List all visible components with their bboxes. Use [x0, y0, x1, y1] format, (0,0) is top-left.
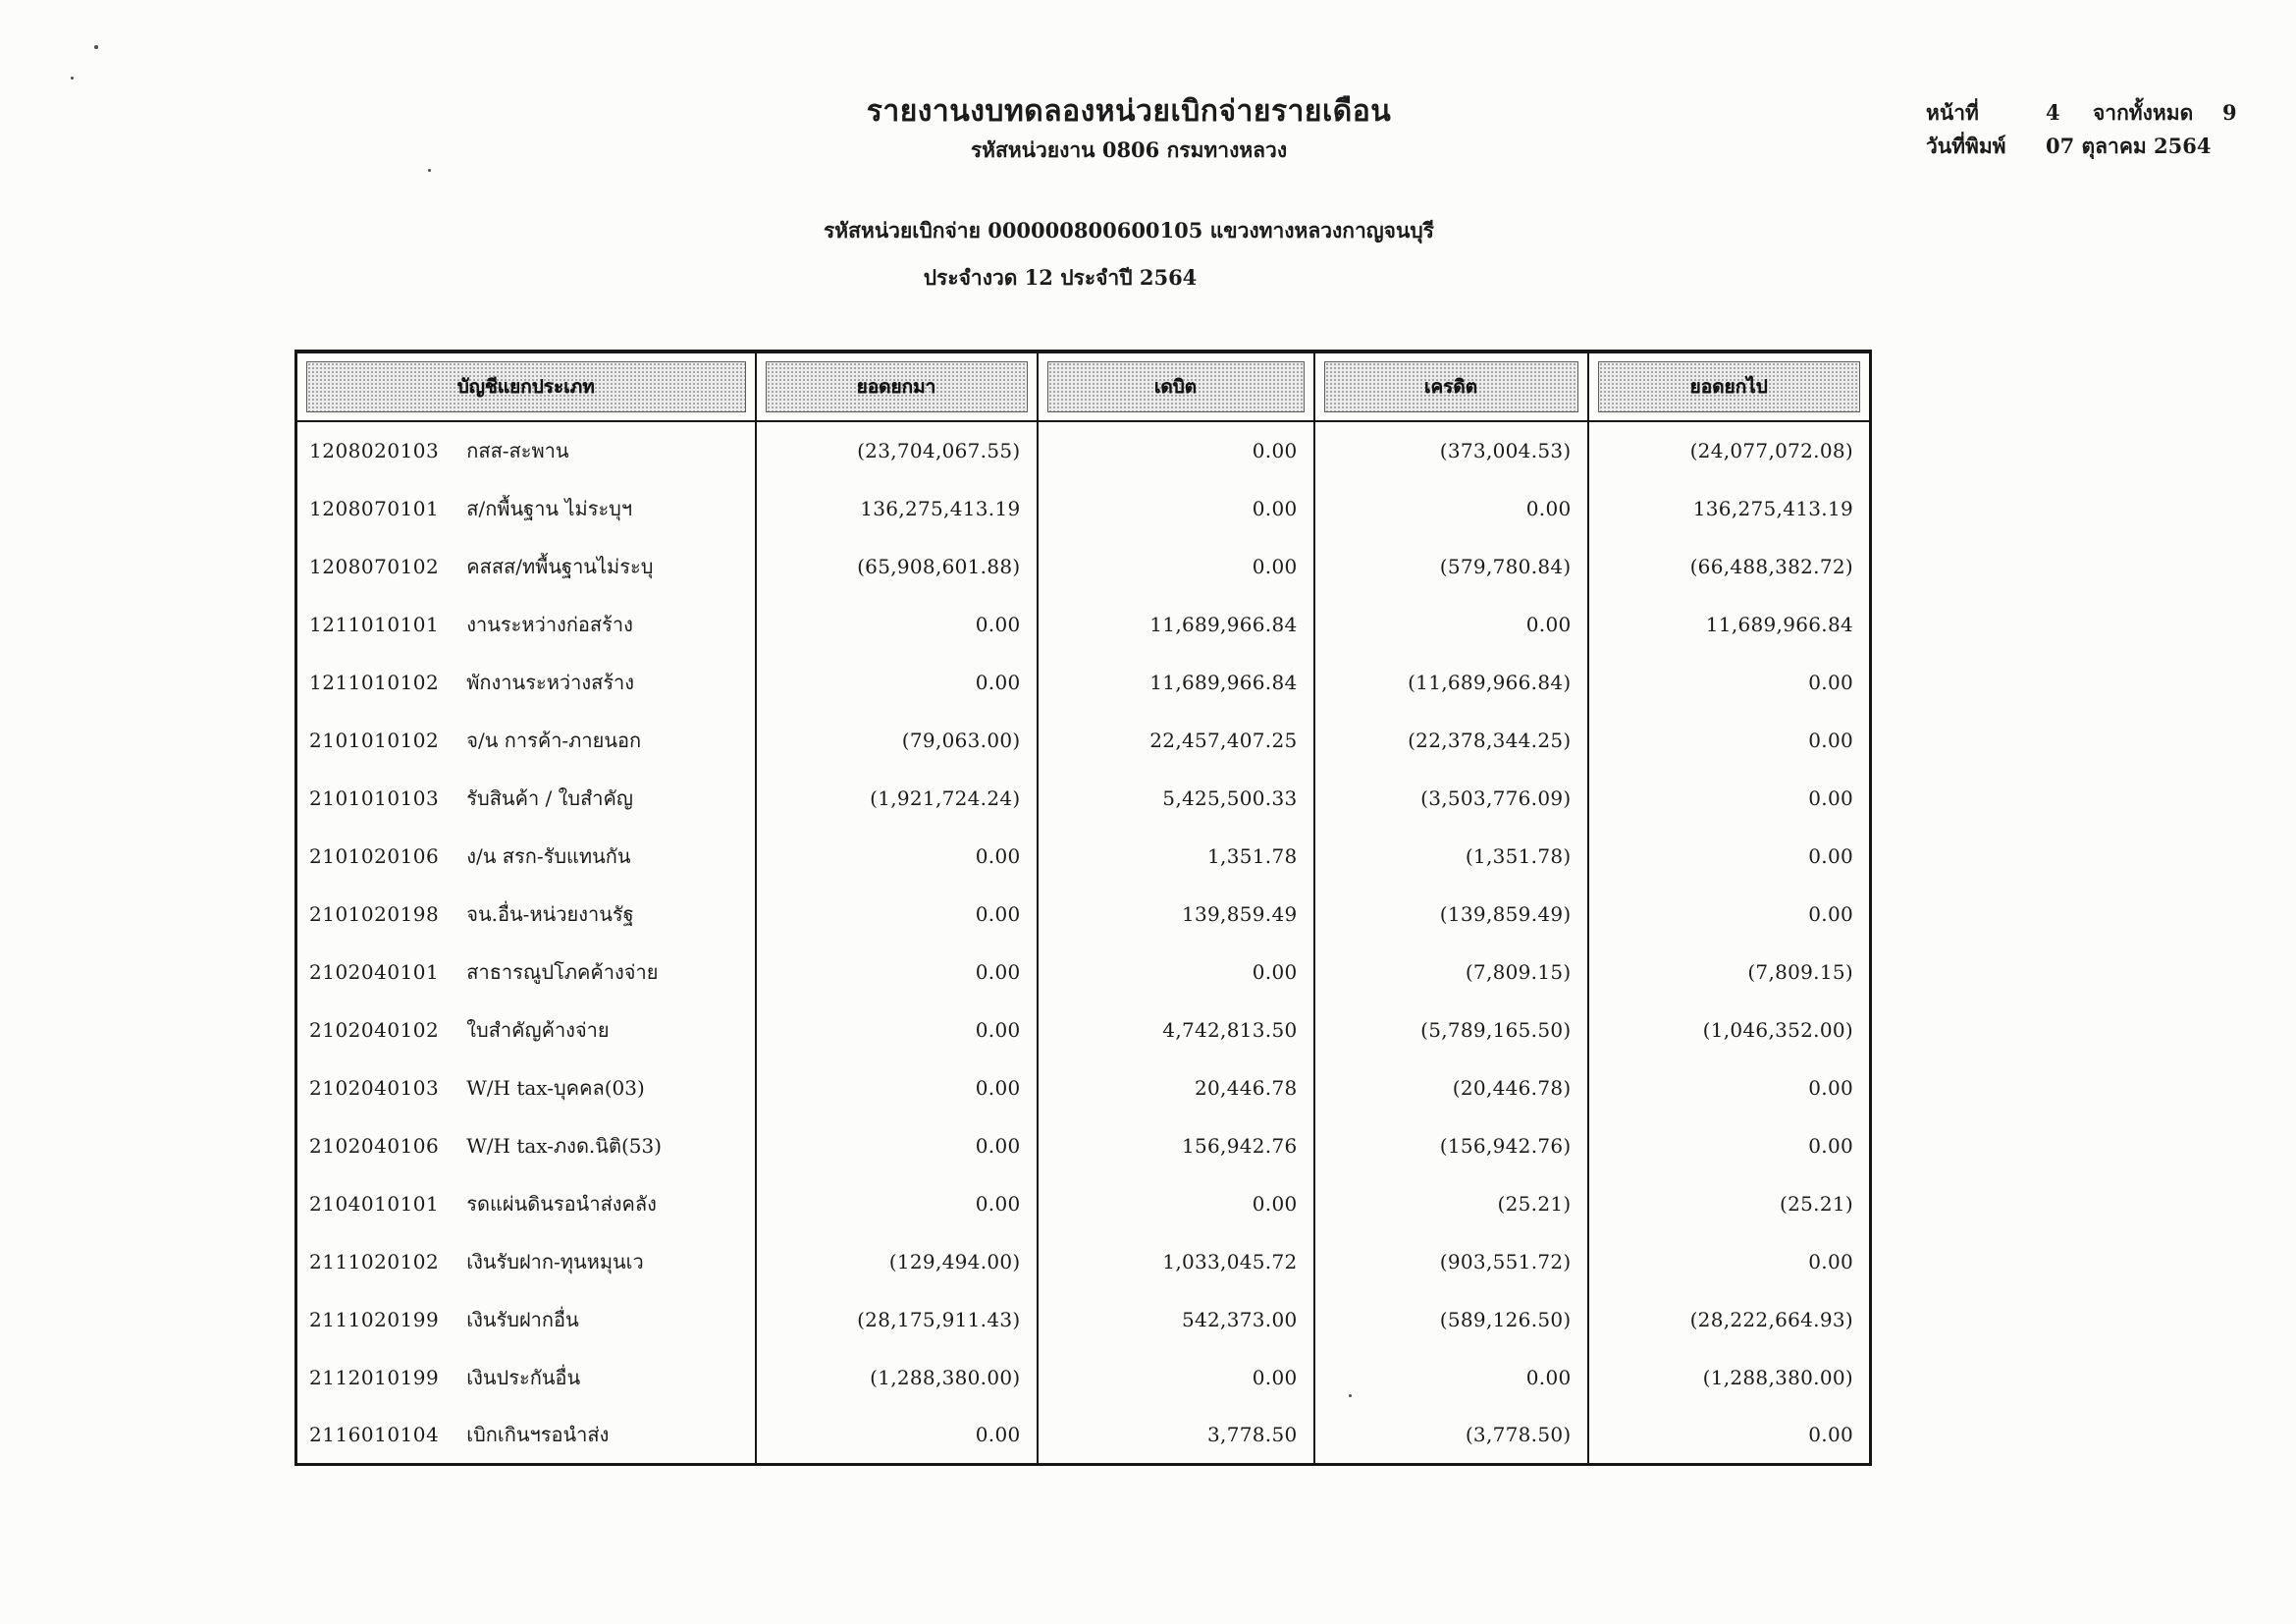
account-name: เงินประกันอื่น	[466, 1365, 581, 1389]
scan-speck	[428, 169, 431, 172]
print-date-label: วันที่พิมพ์	[1926, 134, 2006, 158]
account-code: 2104010101	[309, 1191, 440, 1216]
debit-cell: 0.00	[1038, 1174, 1314, 1232]
table-header	[296, 352, 1871, 421]
credit-cell: (1,351.78)	[1314, 827, 1588, 885]
account-cell	[296, 1174, 756, 1232]
table-row	[296, 711, 1871, 769]
col-header-balance-forward-label: ยอดยกมา	[766, 361, 1028, 412]
account-cell	[296, 1290, 756, 1348]
account-name: กสส-สะพาน	[466, 439, 569, 462]
credit-cell: (3,503,776.09)	[1314, 769, 1588, 827]
credit-cell: (20,446.78)	[1314, 1058, 1588, 1116]
scan-speck	[71, 77, 74, 80]
debit-cell: 139,859.49	[1038, 885, 1314, 943]
account-code: 1211010102	[309, 670, 440, 694]
print-date-row	[1926, 130, 2279, 163]
account-code: 2102040102	[309, 1017, 440, 1042]
account-name: คสสส/ทพื้นฐานไม่ระบุ	[466, 554, 654, 578]
table-row	[296, 769, 1871, 827]
balance-carried-cell: 0.00	[1588, 1406, 1871, 1464]
table-row	[296, 537, 1871, 595]
header-row	[296, 352, 1871, 421]
table-row	[296, 479, 1871, 537]
balance-forward-cell: (65,908,601.88)	[756, 537, 1038, 595]
balance-forward-cell: 0.00	[756, 943, 1038, 1001]
table-row	[296, 1058, 1871, 1116]
credit-cell: (5,789,165.50)	[1314, 1001, 1588, 1058]
account-code: 2116010104	[309, 1422, 440, 1446]
account-cell	[296, 1001, 756, 1058]
col-header-balance-carried-label: ยอดยกไป	[1598, 361, 1861, 412]
balance-carried-cell: (66,488,382.72)	[1588, 537, 1871, 595]
debit-cell: 4,742,813.50	[1038, 1001, 1314, 1058]
account-code: 2112010199	[309, 1365, 440, 1389]
account-cell	[296, 1406, 756, 1464]
account-cell	[296, 827, 756, 885]
balance-forward-cell: 0.00	[756, 653, 1038, 711]
debit-cell: 20,446.78	[1038, 1058, 1314, 1116]
table-row	[296, 885, 1871, 943]
balance-forward-cell: (28,175,911.43)	[756, 1290, 1038, 1348]
account-code: 1208070102	[309, 554, 440, 578]
balance-carried-cell: 0.00	[1588, 1058, 1871, 1116]
account-name: ใบสำคัญค้างจ่าย	[466, 1017, 610, 1042]
table-row	[296, 653, 1871, 711]
page-number-row	[1926, 96, 2279, 130]
balance-forward-cell: 0.00	[756, 1406, 1038, 1464]
account-name: รับสินค้า / ใบสำคัญ	[466, 785, 633, 810]
scan-speck	[94, 45, 98, 49]
account-name: เงินรับฝาก-ทุนหมุนเว	[466, 1249, 644, 1273]
account-name: ส/กพื้นฐาน ไม่ระบุฯ	[466, 496, 633, 520]
balance-carried-cell: 0.00	[1588, 711, 1871, 769]
debit-cell: 11,689,966.84	[1038, 653, 1314, 711]
trial-balance-table	[294, 350, 1872, 1466]
balance-forward-cell: 0.00	[756, 885, 1038, 943]
credit-cell: (3,778.50)	[1314, 1406, 1588, 1464]
account-name: W/H tax-ภงด.นิติ(53)	[466, 1133, 662, 1158]
account-cell	[296, 769, 756, 827]
table-row	[296, 1290, 1871, 1348]
account-code: 2101020106	[309, 843, 440, 868]
table-row	[296, 827, 1871, 885]
account-cell	[296, 711, 756, 769]
debit-cell: 542,373.00	[1038, 1290, 1314, 1348]
account-code: 1208020103	[309, 439, 440, 462]
col-header-debit-label: เดบิต	[1047, 361, 1305, 412]
debit-cell: 0.00	[1038, 479, 1314, 537]
col-header-credit-label: เครดิต	[1324, 361, 1578, 412]
balance-forward-cell: 0.00	[756, 1001, 1038, 1058]
account-cell	[296, 1232, 756, 1290]
col-header-credit	[1314, 352, 1588, 421]
account-cell	[296, 885, 756, 943]
debit-cell: 0.00	[1038, 943, 1314, 1001]
balance-carried-cell: (1,046,352.00)	[1588, 1001, 1871, 1058]
report-header	[609, 94, 1649, 291]
account-code: 2111020199	[309, 1307, 440, 1331]
balance-forward-cell: 0.00	[756, 1174, 1038, 1232]
col-header-account-label: บัญชีแยกประเภท	[306, 361, 746, 412]
account-name: สาธารณูปโภคค้างจ่าย	[466, 959, 659, 984]
account-cell	[296, 1348, 756, 1406]
balance-carried-cell: 0.00	[1588, 885, 1871, 943]
account-cell	[296, 595, 756, 653]
account-name: เบิกเกินฯรอนำส่ง	[466, 1422, 610, 1446]
page-info-block	[1926, 96, 2279, 163]
credit-cell: (11,689,966.84)	[1314, 653, 1588, 711]
table-row	[296, 1174, 1871, 1232]
balance-forward-cell: (1,921,724.24)	[756, 769, 1038, 827]
account-code: 2102040106	[309, 1133, 440, 1158]
account-cell	[296, 653, 756, 711]
debit-cell: 11,689,966.84	[1038, 595, 1314, 653]
credit-cell: (25.21)	[1314, 1174, 1588, 1232]
balance-forward-cell: (23,704,067.55)	[756, 421, 1038, 479]
debit-cell: 1,351.78	[1038, 827, 1314, 885]
balance-forward-cell: (1,288,380.00)	[756, 1348, 1038, 1406]
col-header-balance-carried	[1588, 352, 1871, 421]
credit-cell: (156,942.76)	[1314, 1116, 1588, 1174]
credit-cell: 0.00	[1314, 595, 1588, 653]
table-row	[296, 1406, 1871, 1464]
account-name: W/H tax-บุคคล(03)	[466, 1075, 645, 1100]
page-label: หน้าที่	[1926, 100, 1979, 125]
account-cell	[296, 1116, 756, 1174]
balance-carried-cell: (24,077,072.08)	[1588, 421, 1871, 479]
balance-carried-cell: 0.00	[1588, 827, 1871, 885]
balance-forward-cell: (129,494.00)	[756, 1232, 1038, 1290]
balance-forward-cell: 0.00	[756, 827, 1038, 885]
account-name: พักงานระหว่างสร้าง	[466, 670, 635, 694]
account-cell	[296, 943, 756, 1001]
account-cell	[296, 421, 756, 479]
credit-cell: 0.00	[1314, 1348, 1588, 1406]
account-code: 2101010102	[309, 728, 440, 752]
account-code: 2101020198	[309, 901, 440, 926]
table-row	[296, 1001, 1871, 1058]
table-row	[296, 421, 1871, 479]
account-name: เงินรับฝากอื่น	[466, 1307, 579, 1331]
account-cell	[296, 1058, 756, 1116]
agency-line: รหัสหน่วยงาน 0806 กรมทางหลวง	[970, 137, 1288, 162]
account-name: จน.อื่น-หน่วยงานรัฐ	[466, 901, 634, 926]
balance-carried-cell: (25.21)	[1588, 1174, 1871, 1232]
page-number: 4	[2046, 100, 2060, 125]
page-title: รายงานงบทดลองหน่วยเบิกจ่ายรายเดือน	[866, 94, 1392, 129]
debit-cell: 1,033,045.72	[1038, 1232, 1314, 1290]
table-row	[296, 1348, 1871, 1406]
debit-cell: 0.00	[1038, 1348, 1314, 1406]
balance-carried-cell: 11,689,966.84	[1588, 595, 1871, 653]
debit-cell: 0.00	[1038, 537, 1314, 595]
credit-cell: (903,551.72)	[1314, 1232, 1588, 1290]
account-code: 2102040101	[309, 959, 440, 984]
credit-cell: (579,780.84)	[1314, 537, 1588, 595]
credit-cell: (139,859.49)	[1314, 885, 1588, 943]
total-pages: 9	[2222, 100, 2237, 125]
account-name: รดแผ่นดินรอนำส่งคลัง	[466, 1191, 657, 1216]
total-pages-label: จากทั้งหมด	[2093, 100, 2194, 125]
credit-cell: (373,004.53)	[1314, 421, 1588, 479]
debit-cell: 5,425,500.33	[1038, 769, 1314, 827]
credit-cell: 0.00	[1314, 479, 1588, 537]
account-cell	[296, 537, 756, 595]
credit-cell: (22,378,344.25)	[1314, 711, 1588, 769]
balance-forward-cell: (79,063.00)	[756, 711, 1038, 769]
credit-cell: (589,126.50)	[1314, 1290, 1588, 1348]
balance-forward-cell: 0.00	[756, 1058, 1038, 1116]
disbursement-unit-line: รหัสหน่วยเบิกจ่าย 000000800600105 แขวงทางหลวงกาญจนบุรี	[824, 218, 1434, 243]
balance-forward-cell: 136,275,413.19	[756, 479, 1038, 537]
account-name: ง/น สรก-รับแทนกัน	[466, 843, 631, 868]
debit-cell: 22,457,407.25	[1038, 711, 1314, 769]
balance-carried-cell: 0.00	[1588, 1232, 1871, 1290]
debit-cell: 0.00	[1038, 421, 1314, 479]
balance-carried-cell: 0.00	[1588, 1116, 1871, 1174]
account-code: 1208070101	[309, 496, 440, 520]
account-cell	[296, 479, 756, 537]
table-body	[296, 421, 1871, 1464]
debit-cell: 156,942.76	[1038, 1116, 1314, 1174]
balance-carried-cell: (28,222,664.93)	[1588, 1290, 1871, 1348]
balance-forward-cell: 0.00	[756, 595, 1038, 653]
table-row	[296, 1116, 1871, 1174]
col-header-account	[296, 352, 756, 421]
debit-cell: 3,778.50	[1038, 1406, 1314, 1464]
account-code: 1211010101	[309, 612, 440, 636]
col-header-debit	[1038, 352, 1314, 421]
table-row	[296, 595, 1871, 653]
account-code: 2111020102	[309, 1249, 440, 1273]
account-name: งานระหว่างก่อสร้าง	[466, 612, 633, 636]
print-date: 07 ตุลาคม 2564	[2046, 134, 2212, 158]
col-header-balance-forward	[756, 352, 1038, 421]
balance-forward-cell: 0.00	[756, 1116, 1038, 1174]
balance-carried-cell: 0.00	[1588, 769, 1871, 827]
table-row	[296, 943, 1871, 1001]
account-code: 2101010103	[309, 785, 440, 810]
table-row	[296, 1232, 1871, 1290]
balance-carried-cell: (1,288,380.00)	[1588, 1348, 1871, 1406]
balance-carried-cell: 0.00	[1588, 653, 1871, 711]
account-code: 2102040103	[309, 1075, 440, 1100]
balance-carried-cell: (7,809.15)	[1588, 943, 1871, 1001]
account-name: จ/น การค้า-ภายนอก	[466, 728, 642, 752]
period-line: ประจำงวด 12 ประจำปี 2564	[923, 265, 1198, 290]
balance-carried-cell: 136,275,413.19	[1588, 479, 1871, 537]
credit-cell: (7,809.15)	[1314, 943, 1588, 1001]
